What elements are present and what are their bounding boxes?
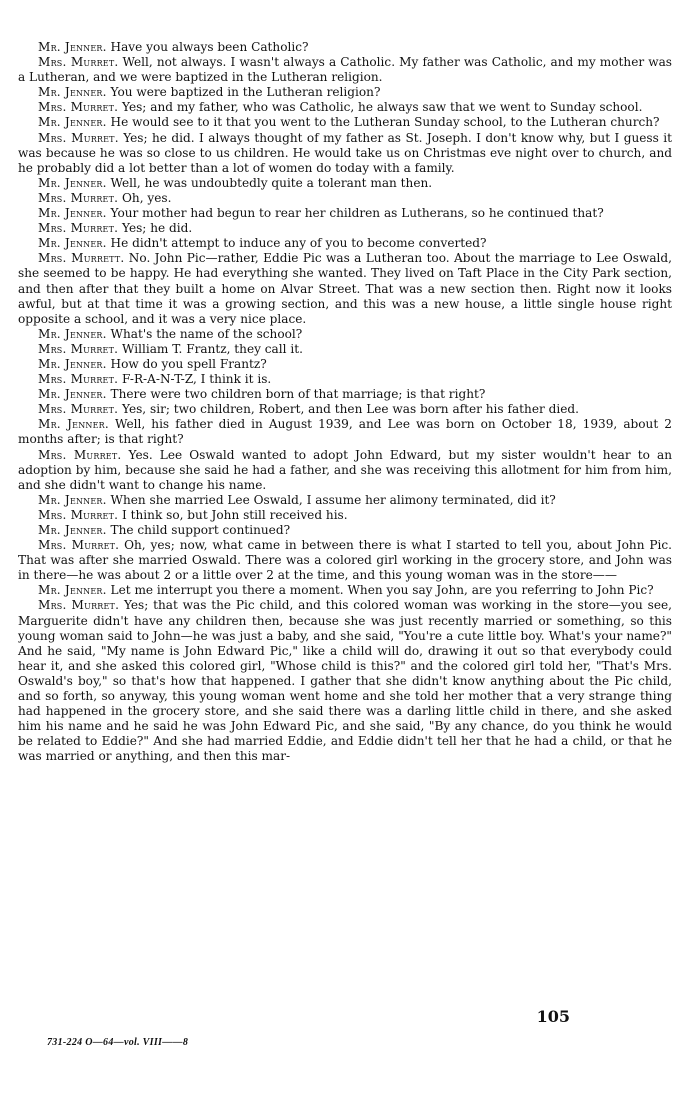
statement-text: Yes; that was the Pic child, and this colored woman was working in the store—you see, Marguerite didn't have any children then, because she was just recently married or something, so this young woman said to John—he was just a baby, and she said, "You're a cute little boy. What's your name?" And he said, "My name is John Edward Pic," like a child will do, drawing it out so that everybody could hear it, and she asked this colored girl, "Whose child is this?" and the colored girl told her, "That's Mrs. Oswald's boy," so that's how that happened. I gather that she didn't know anything about the Pic child, and so forth, so anyway, this young woman went home and she told her mother that a very strange thing had happened in the grocery store, and she said there was a darling little child in there, and she asked him his name and he said he was John Edward Pic, and she said, "By any chance, do you think he would be related to Eddie?" And she had married Eddie, and Eddie didn't tell her that he had a child, or that he was married or anything, and then this mar-: [18, 598, 672, 764]
speaker-name: Mr. Jenner.: [38, 417, 109, 432]
speaker-name: Mrs. Murret.: [38, 402, 119, 417]
statement-text: How do you spell Frantz?: [106, 356, 267, 371]
testimony-paragraph: [18, 417, 672, 447]
testimony-paragraph: [18, 206, 672, 221]
testimony-paragraph: [18, 598, 672, 764]
speaker-name: Mr. Jenner.: [38, 40, 107, 54]
statement-text: Well, not always. I wasn't always a Catholic. My father was Catholic, and my mother was a Lutheran, and we were baptized in the Lutheran religion.: [18, 55, 672, 85]
statement-text: F-R-A-N-T-Z, I think it is.: [118, 372, 272, 387]
testimony-paragraph: [18, 508, 672, 523]
speaker-name: Mr. Jenner.: [38, 356, 107, 371]
testimony-paragraph: [18, 523, 672, 538]
page-number: 105: [536, 1007, 570, 1026]
statement-text: Well, his father died in August 1939, and Lee was born on October 18, 1939, about 2 months after; is that right?: [18, 417, 672, 447]
statement-text: Yes; he did. I always thought of my father as St. Joseph. I don't know why, but I guess it was because he was so close to us children. He would take us on Christmas eve night over to church, and he probably did a lot better than a lot of women do today with a family.: [18, 130, 672, 175]
speaker-name: Mrs. Murret.: [38, 341, 119, 356]
testimony-paragraph: [18, 100, 672, 115]
statement-text: Yes; he did.: [118, 221, 193, 236]
statement-text: Oh, yes.: [118, 190, 172, 205]
statement-text: I think so, but John still received his.: [118, 507, 348, 522]
testimony-paragraph: [18, 251, 672, 326]
statement-text: He didn't attempt to induce any of you to become converted?: [106, 236, 487, 251]
statement-text: Let me interrupt you there a moment. When you say John, are you referring to John Pic?: [106, 583, 654, 598]
testimony-paragraph: [18, 538, 672, 583]
speaker-name: Mrs. Murret.: [38, 372, 119, 387]
statement-text: You were baptized in the Lutheran religion?: [106, 85, 381, 100]
testimony-paragraph: [18, 372, 672, 387]
speaker-name: Mrs. Murrett.: [38, 251, 125, 266]
testimony-paragraph: [18, 327, 672, 342]
statement-text: Oh, yes; now, what came in between there is what I started to tell you, about John Pic. That was after she married Oswald. There was a colored girl working in the grocery store, and John was in there—he was about 2 or a little over 2 at the time, and this young woman was in the store——: [18, 538, 672, 583]
testimony-paragraph: [18, 236, 672, 251]
statement-text: He would see to it that you went to the Lutheran Sunday school, to the Lutheran church?: [106, 115, 660, 130]
testimony-paragraph: [18, 342, 672, 357]
speaker-name: Mr. Jenner.: [38, 583, 107, 598]
statement-text: Well, he was undoubtedly quite a tolerant man then.: [106, 175, 433, 190]
speaker-name: Mr. Jenner.: [38, 206, 107, 221]
testimony-paragraph: [18, 387, 672, 402]
testimony-paragraph: [18, 493, 672, 508]
speaker-name: Mrs. Murret.: [38, 55, 119, 70]
speaker-name: Mrs. Murret.: [38, 190, 119, 205]
speaker-name: Mr. Jenner.: [38, 236, 107, 251]
speaker-name: Mrs. Murret.: [38, 100, 119, 115]
speaker-name: Mrs. Murret.: [38, 447, 122, 462]
statement-text: Yes. Lee Oswald wanted to adopt John Edward, but my sister wouldn't hear to an adoption by him, because she said he had a father, and she was receiving this allotment for him from him, and she didn't want to change his name.: [18, 447, 672, 492]
speaker-name: Mrs. Murret.: [38, 598, 120, 613]
testimony-paragraph: [18, 85, 672, 100]
speaker-name: Mr. Jenner.: [38, 523, 107, 537]
testimony-paragraph: [18, 191, 672, 206]
testimony-paragraph: [18, 131, 672, 176]
statement-text: Your mother had begun to rear her children as Lutherans, so he continued that?: [106, 206, 604, 221]
speaker-name: Mrs. Murret.: [38, 507, 119, 522]
testimony-paragraph: [18, 40, 672, 55]
statement-text: Have you always been Catholic?: [106, 40, 309, 54]
statement-text: The child support continued?: [106, 523, 291, 537]
speaker-name: Mrs. Murret.: [38, 538, 120, 553]
statement-text: When she married Lee Oswald, I assume her alimony terminated, did it?: [106, 492, 556, 507]
speaker-name: Mr. Jenner.: [38, 387, 107, 402]
testimony-text: [18, 40, 672, 765]
testimony-paragraph: [18, 357, 672, 372]
speaker-name: Mrs. Murret.: [38, 130, 119, 145]
statement-text: There were two children born of that marriage; is that right?: [106, 387, 486, 402]
speaker-name: Mrs. Murret.: [38, 221, 119, 236]
testimony-paragraph: [18, 583, 672, 598]
testimony-paragraph: [18, 221, 672, 236]
speaker-name: Mr. Jenner.: [38, 492, 107, 507]
testimony-paragraph: [18, 115, 672, 130]
print-code: 731-224 O—64—vol. VIII——8: [47, 1037, 189, 1048]
testimony-paragraph: [18, 402, 672, 417]
speaker-name: Mr. Jenner.: [38, 175, 107, 190]
testimony-paragraph: [18, 176, 672, 191]
speaker-name: Mr. Jenner.: [38, 85, 107, 100]
statement-text: No. John Pic—rather, Eddie Pic was a Lutheran too. About the marriage to Lee Oswald, she seemed to be happy. He had everything she wanted. They lived on Taft Place in the City Park section, and then after that they built a home on Alvar Street. That was a new section then. Right now it looks awful, but at that time it was a growing section, and this was a new house, a little single house right opposite a school, and it was a very nice place.: [18, 251, 673, 326]
statement-text: William T. Frantz, they call it.: [118, 341, 303, 356]
statement-text: Yes, sir; two children, Robert, and then Lee was born after his father died.: [118, 402, 579, 417]
speaker-name: Mr. Jenner.: [38, 115, 107, 130]
speaker-name: Mr. Jenner.: [38, 326, 107, 341]
statement-text: Yes; and my father, who was Catholic, he always saw that we went to Sunday school.: [118, 100, 643, 115]
testimony-paragraph: [18, 55, 672, 85]
testimony-paragraph: [18, 448, 672, 493]
statement-text: What's the name of the school?: [106, 326, 303, 341]
